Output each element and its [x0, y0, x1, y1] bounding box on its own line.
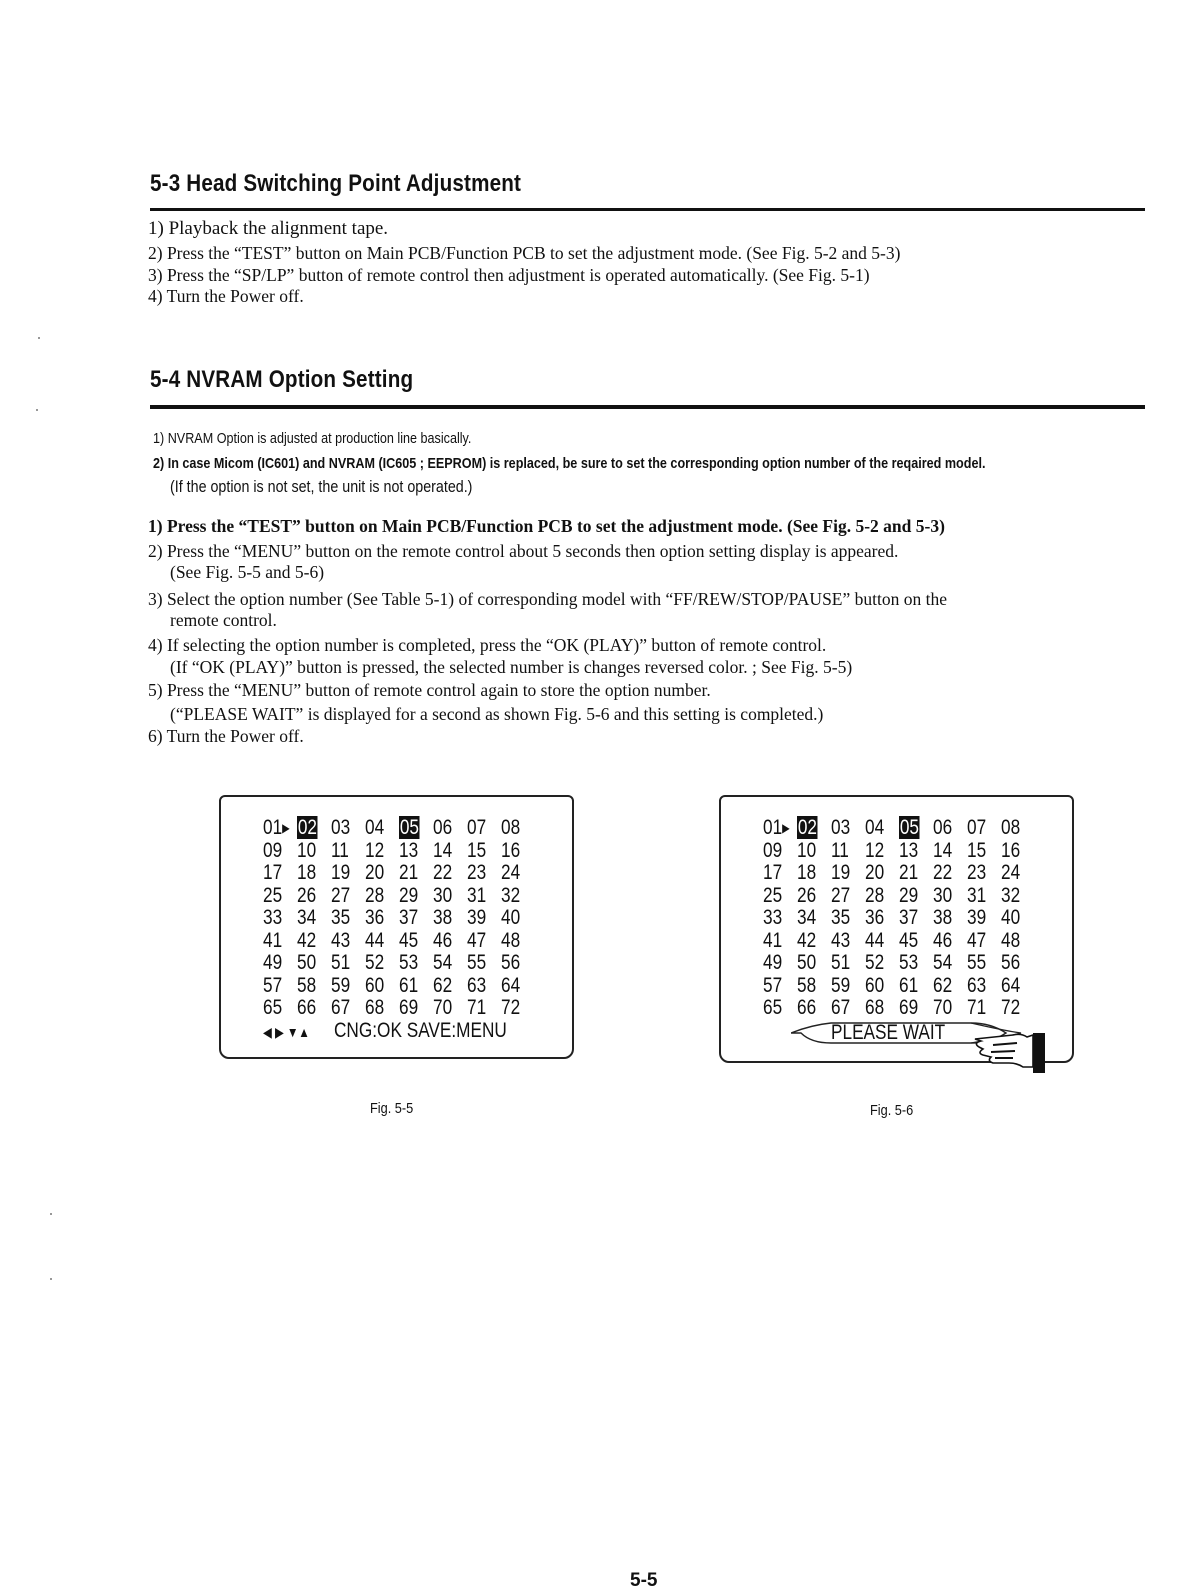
- cursor-right-icon: ▶: [282, 821, 290, 836]
- option-cell: 20: [365, 861, 385, 885]
- option-cell: 52: [865, 951, 885, 975]
- option-cell: 38: [933, 906, 953, 930]
- option-cell: 35: [831, 906, 851, 930]
- option-cell: 49: [263, 951, 283, 975]
- step-6: 6) Turn the Power off.: [148, 726, 304, 746]
- option-cell: 22: [433, 861, 453, 885]
- option-cell: 32: [501, 883, 521, 907]
- option-cell: 70: [933, 996, 953, 1020]
- option-cell: 17: [763, 861, 783, 885]
- option-cell: 70: [433, 996, 453, 1020]
- grid-row: [263, 952, 535, 975]
- please-wait-message: PLEASE WAIT: [831, 1021, 946, 1044]
- option-cell: 25: [763, 883, 783, 907]
- option-cell: 10: [797, 838, 817, 862]
- option-cell: 45: [399, 928, 419, 952]
- option-cell: 27: [831, 883, 851, 907]
- grid-row: [763, 862, 1035, 885]
- step-2: 2) Press the “TEST” button on Main PCB/Function PCB to set the adjustment mode. (See Fig. 5-2 and 5-3): [148, 243, 901, 263]
- option-cell: 46: [433, 928, 453, 952]
- option-cell: 44: [865, 928, 885, 952]
- option-cell: 28: [365, 883, 385, 907]
- option-cell: 45: [899, 928, 919, 952]
- option-cell: 40: [1001, 906, 1021, 930]
- option-cell: 21: [399, 861, 419, 885]
- option-cell: 15: [467, 838, 487, 862]
- option-cell: 51: [331, 951, 351, 975]
- option-cell: 23: [467, 861, 487, 885]
- option-cell: 56: [1001, 951, 1021, 975]
- option-cell: 31: [467, 883, 487, 907]
- option-cell: 29: [399, 883, 419, 907]
- option-cell: 49: [763, 951, 783, 975]
- option-cell: 22: [933, 861, 953, 885]
- option-cell: 23: [967, 861, 987, 885]
- option-cell: 07: [467, 816, 487, 839]
- option-cell: 41: [763, 928, 783, 952]
- figure-caption: Fig. 5-6: [870, 1102, 914, 1119]
- scan-speck: [50, 1213, 52, 1215]
- option-cell: 34: [797, 906, 817, 930]
- scan-speck: [38, 337, 40, 339]
- option-cell-selected: 05: [899, 816, 919, 839]
- option-cell: 67: [331, 996, 351, 1020]
- step-3-cont: remote control.: [170, 610, 277, 630]
- option-cell: 39: [467, 906, 487, 930]
- option-cell: 06: [933, 816, 953, 839]
- option-cell: 68: [365, 996, 385, 1020]
- option-cell: 18: [297, 861, 317, 885]
- option-cell: 28: [865, 883, 885, 907]
- option-cell: 18: [797, 861, 817, 885]
- option-cell: 64: [501, 973, 521, 997]
- option-cell: 03: [831, 816, 851, 839]
- option-cell: 08: [1001, 816, 1021, 839]
- grid-row: [763, 930, 1035, 953]
- option-cell: 19: [331, 861, 351, 885]
- step-4: 4) Turn the Power off.: [148, 286, 304, 306]
- section-rule: [150, 405, 1145, 409]
- option-cell: 71: [467, 996, 487, 1020]
- option-cell: 06: [433, 816, 453, 839]
- step-1: 1) Playback the alignment tape.: [148, 218, 389, 239]
- option-cell: 29: [899, 883, 919, 907]
- step-4: 4) If selecting the option number is completed, press the “OK (PLAY)” button of remote control.: [148, 635, 827, 655]
- option-screen-fig-5-5: [219, 795, 574, 1059]
- grid-row: [263, 930, 535, 953]
- option-cell: 24: [501, 861, 521, 885]
- option-cell: 38: [433, 906, 453, 930]
- option-cell: 15: [967, 838, 987, 862]
- option-cell: 13: [899, 838, 919, 862]
- page-number: 5-5: [630, 1570, 658, 1591]
- option-cell: 57: [263, 973, 283, 997]
- option-cell: 62: [933, 973, 953, 997]
- option-cell: 46: [933, 928, 953, 952]
- option-cell: 26: [797, 883, 817, 907]
- option-cell: 10: [297, 838, 317, 862]
- option-cell: 20: [865, 861, 885, 885]
- note-1: 1) NVRAM Option is adjusted at production line basically.: [153, 430, 472, 447]
- option-cell: 01▶: [763, 816, 790, 839]
- grid-row: [263, 817, 535, 840]
- option-cell: 33: [263, 906, 283, 930]
- step-2-ref: (See Fig. 5-5 and 5-6): [170, 562, 325, 582]
- option-cell: 48: [501, 928, 521, 952]
- option-cell: 16: [1001, 838, 1021, 862]
- grid-row: [263, 975, 535, 998]
- option-cell: 26: [297, 883, 317, 907]
- option-cell: 50: [797, 951, 817, 975]
- grid-row: [763, 817, 1035, 840]
- option-cell: 41: [263, 928, 283, 952]
- option-cell: 14: [433, 838, 453, 862]
- option-cell: 58: [297, 973, 317, 997]
- option-cell: 37: [399, 906, 419, 930]
- option-cell: 53: [899, 951, 919, 975]
- option-cell: 65: [263, 996, 283, 1020]
- option-cell: 40: [501, 906, 521, 930]
- grid-row: [263, 862, 535, 885]
- option-cell: 43: [831, 928, 851, 952]
- option-cell: 47: [967, 928, 987, 952]
- grid-row: [763, 975, 1035, 998]
- option-cell: 36: [365, 906, 385, 930]
- grid-row: [263, 997, 535, 1020]
- option-cell: 60: [365, 973, 385, 997]
- grid-row: [763, 952, 1035, 975]
- grid-row: [263, 885, 535, 908]
- option-cell: 51: [831, 951, 851, 975]
- option-cell: 16: [501, 838, 521, 862]
- option-cell: 54: [933, 951, 953, 975]
- option-number-grid: [263, 817, 535, 1020]
- option-cell: 35: [331, 906, 351, 930]
- grid-row: [263, 907, 535, 930]
- option-cell: 61: [899, 973, 919, 997]
- screen-footer: [263, 1019, 545, 1043]
- note-2: 2) In case Micom (IC601) and NVRAM (IC605 ; EEPROM) is replaced, be sure to set the corresponding option number of the reqaired model.: [153, 455, 986, 472]
- option-cell: 72: [501, 996, 521, 1020]
- option-cell: 47: [467, 928, 487, 952]
- option-cell: 24: [1001, 861, 1021, 885]
- option-cell: 31: [967, 883, 987, 907]
- option-cell: 09: [263, 838, 283, 862]
- note-3: (If the option is not set, the unit is not operated.): [170, 477, 473, 496]
- option-cell: 43: [331, 928, 351, 952]
- option-cell: 64: [1001, 973, 1021, 997]
- option-cell: 59: [831, 973, 851, 997]
- option-cell: 71: [967, 996, 987, 1020]
- grid-row: [763, 907, 1035, 930]
- option-cell: 04: [865, 816, 885, 839]
- option-cell: 27: [331, 883, 351, 907]
- scan-speck: [36, 409, 38, 411]
- option-cell: 30: [433, 883, 453, 907]
- option-cell: 50: [297, 951, 317, 975]
- option-cell: 55: [467, 951, 487, 975]
- option-cell: 57: [763, 973, 783, 997]
- section-rule: [150, 208, 1145, 211]
- grid-row: [763, 885, 1035, 908]
- step-4-note: (If “OK (PLAY)” button is pressed, the selected number is changes reversed color. ; See Fig. 5-5): [170, 657, 853, 677]
- option-cell: 01▶: [263, 816, 290, 839]
- option-cell: 07: [967, 816, 987, 839]
- option-cell: 56: [501, 951, 521, 975]
- option-cell: 34: [297, 906, 317, 930]
- option-cell: 61: [399, 973, 419, 997]
- option-cell: 55: [967, 951, 987, 975]
- option-cell: 62: [433, 973, 453, 997]
- cursor-right-icon: ▶: [782, 821, 790, 836]
- option-cell: 69: [399, 996, 419, 1020]
- navigation-arrows-icon: ◀ ▶ ▼▲: [263, 1024, 310, 1040]
- option-cell: 66: [297, 996, 317, 1020]
- option-cell: 58: [797, 973, 817, 997]
- option-cell: 12: [865, 838, 885, 862]
- scan-speck: [50, 1278, 52, 1280]
- option-cell: 11: [831, 838, 849, 862]
- option-cell: 25: [263, 883, 283, 907]
- option-cell: 66: [797, 996, 817, 1020]
- section-title-nvram: 5-4 NVRAM Option Setting: [150, 366, 414, 393]
- footer-instructions: CNG:OK SAVE:MENU: [334, 1019, 507, 1042]
- option-cell: 54: [433, 951, 453, 975]
- step-5: 5) Press the “MENU” button of remote control again to store the option number.: [148, 680, 711, 700]
- option-number-grid: [763, 817, 1035, 1020]
- grid-row: [763, 840, 1035, 863]
- option-cell: 30: [933, 883, 953, 907]
- option-cell: 42: [797, 928, 817, 952]
- option-cell: 60: [865, 973, 885, 997]
- option-cell: 68: [865, 996, 885, 1020]
- option-cell: 42: [297, 928, 317, 952]
- option-cell: 72: [1001, 996, 1021, 1020]
- option-cell: 33: [763, 906, 783, 930]
- option-cell: 44: [365, 928, 385, 952]
- option-cell: 17: [263, 861, 283, 885]
- option-cell: 37: [899, 906, 919, 930]
- option-cell: 19: [831, 861, 851, 885]
- step-3: 3) Select the option number (See Table 5-1) of corresponding model with “FF/REW/STOP/PAUSE” button on the: [148, 589, 947, 609]
- pointing-hand-icon: [973, 1025, 1059, 1075]
- option-cell: 59: [331, 973, 351, 997]
- option-cell: 69: [899, 996, 919, 1020]
- step-2: 2) Press the “MENU” button on the remote control about 5 seconds then option setting display is appeared.: [148, 541, 899, 561]
- option-cell: 39: [967, 906, 987, 930]
- option-cell: 08: [501, 816, 521, 839]
- option-cell: 48: [1001, 928, 1021, 952]
- option-cell: 12: [365, 838, 385, 862]
- option-cell: 36: [865, 906, 885, 930]
- option-cell: 32: [1001, 883, 1021, 907]
- option-cell: 65: [763, 996, 783, 1020]
- option-cell: 63: [467, 973, 487, 997]
- option-cell: 52: [365, 951, 385, 975]
- step-1: 1) Press the “TEST” button on Main PCB/Function PCB to set the adjustment mode. (See Fig. 5-2 and 5-3): [148, 516, 945, 536]
- option-cell: 63: [967, 973, 987, 997]
- figure-caption: Fig. 5-5: [370, 1100, 414, 1117]
- section-title-head-switching: 5-3 Head Switching Point Adjustment: [150, 170, 522, 197]
- option-cell: 03: [331, 816, 351, 839]
- option-cell: 04: [365, 816, 385, 839]
- option-cell: 53: [399, 951, 419, 975]
- option-cell-selected: 05: [399, 816, 419, 839]
- option-cell: 67: [831, 996, 851, 1020]
- option-screen-fig-5-6: [719, 795, 1074, 1063]
- option-cell: 21: [899, 861, 919, 885]
- option-cell-selected: 02: [297, 816, 317, 839]
- option-cell-selected: 02: [797, 816, 817, 839]
- option-cell: 11: [331, 838, 349, 862]
- option-cell: 14: [933, 838, 953, 862]
- option-cell: 13: [399, 838, 419, 862]
- step-5-note: (“PLEASE WAIT” is displayed for a second as shown Fig. 5-6 and this setting is completed.): [170, 704, 824, 724]
- option-cell: 09: [763, 838, 783, 862]
- step-3: 3) Press the “SP/LP” button of remote control then adjustment is operated automatically. (See Fig. 5-1): [148, 265, 870, 285]
- grid-row: [263, 840, 535, 863]
